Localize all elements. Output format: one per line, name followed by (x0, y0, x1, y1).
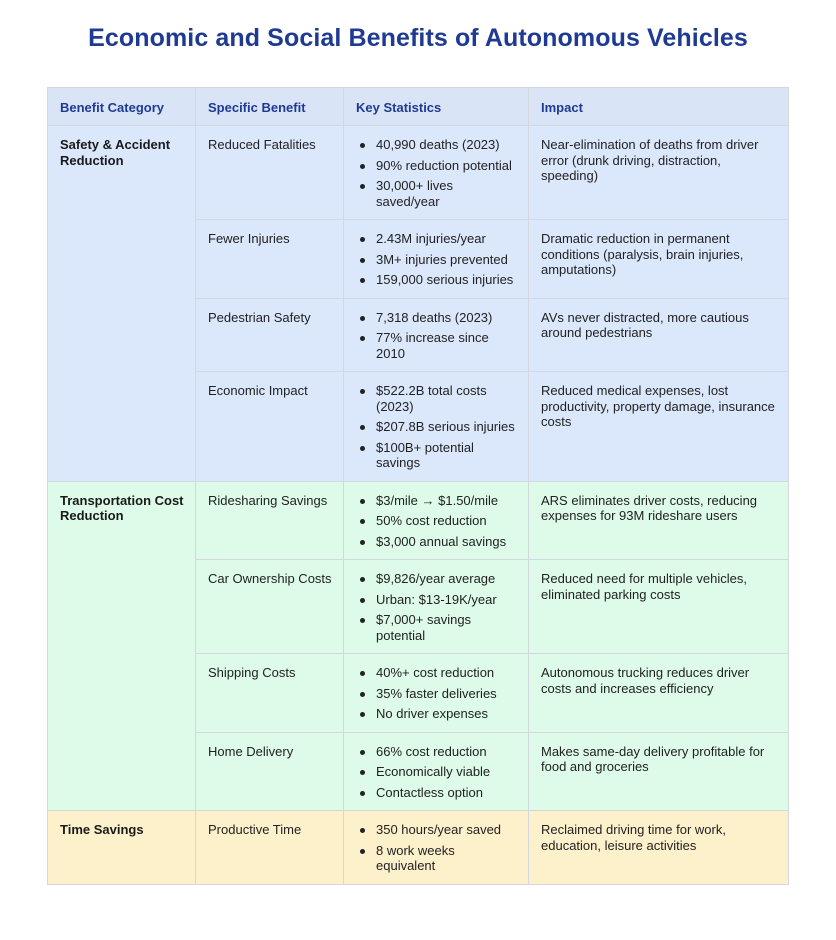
statistics-list (356, 493, 517, 550)
specific-benefit-cell: Productive Time (196, 811, 344, 885)
page-title: Economic and Social Benefits of Autonomous Vehicles (88, 24, 748, 52)
statistic-item: 40,990 deaths (2023) (356, 137, 517, 153)
table-row (48, 126, 789, 220)
statistic-item: 50% cost reduction (356, 513, 517, 529)
key-statistics-cell (344, 732, 529, 811)
specific-benefit-cell: Shipping Costs (196, 654, 344, 733)
statistics-list (356, 310, 517, 362)
benefit-category-cell: Safety & Accident Reduction (48, 126, 196, 482)
header-benefit-category: Benefit Category (48, 88, 196, 126)
statistic-item: 30,000+ lives saved/year (356, 178, 517, 209)
impact-cell: Reclaimed driving time for work, education, leisure activities (529, 811, 789, 885)
statistic-item: $100B+ potential savings (356, 440, 517, 471)
statistic-item: 3M+ injuries prevented (356, 252, 517, 268)
key-statistics-cell (344, 298, 529, 372)
specific-benefit-cell: Car Ownership Costs (196, 560, 344, 654)
header-specific-benefit: Specific Benefit (196, 88, 344, 126)
key-statistics-cell (344, 811, 529, 885)
impact-cell: Dramatic reduction in permanent conditions (paralysis, brain injuries, amputations) (529, 220, 789, 299)
benefit-category-cell: Transportation Cost Reduction (48, 481, 196, 811)
statistics-list (356, 383, 517, 471)
impact-cell: Reduced medical expenses, lost productivity, property damage, insurance costs (529, 372, 789, 482)
specific-benefit-cell: Home Delivery (196, 732, 344, 811)
statistic-item: Economically viable (356, 764, 517, 780)
specific-benefit-cell: Fewer Injuries (196, 220, 344, 299)
statistic-item: Contactless option (356, 785, 517, 801)
statistic-item: 7,318 deaths (2023) (356, 310, 517, 326)
statistic-item: 35% faster deliveries (356, 686, 517, 702)
statistics-list (356, 137, 517, 209)
table-row (48, 481, 789, 560)
key-statistics-cell (344, 126, 529, 220)
statistic-item: No driver expenses (356, 706, 517, 722)
statistics-list (356, 571, 517, 643)
statistic-item: $522.2B total costs (2023) (356, 383, 517, 414)
impact-cell: Reduced need for multiple vehicles, eliminated parking costs (529, 560, 789, 654)
specific-benefit-cell: Ridesharing Savings (196, 481, 344, 560)
specific-benefit-cell: Economic Impact (196, 372, 344, 482)
statistics-list (356, 231, 517, 288)
table-row (48, 811, 789, 885)
statistic-item: 90% reduction potential (356, 158, 517, 174)
statistic-item: 40%+ cost reduction (356, 665, 517, 681)
specific-benefit-cell: Pedestrian Safety (196, 298, 344, 372)
key-statistics-cell (344, 560, 529, 654)
benefits-table (47, 87, 789, 885)
table-body (48, 126, 789, 885)
impact-cell: ARS eliminates driver costs, reducing expenses for 93M rideshare users (529, 481, 789, 560)
statistic-item: 159,000 serious injuries (356, 272, 517, 288)
header-key-statistics: Key Statistics (344, 88, 529, 126)
statistic-item: 66% cost reduction (356, 744, 517, 760)
statistic-item: 8 work weeks equivalent (356, 843, 517, 874)
statistics-list (356, 744, 517, 801)
impact-cell: Makes same-day delivery profitable for food and groceries (529, 732, 789, 811)
statistic-item: $3/mile → $1.50/mile (356, 493, 517, 509)
statistics-list (356, 822, 517, 874)
statistic-item: 77% increase since 2010 (356, 330, 517, 361)
benefit-category-cell: Time Savings (48, 811, 196, 885)
key-statistics-cell (344, 481, 529, 560)
key-statistics-cell (344, 372, 529, 482)
statistic-item: $207.8B serious injuries (356, 419, 517, 435)
specific-benefit-cell: Reduced Fatalities (196, 126, 344, 220)
statistic-item: $3,000 annual savings (356, 534, 517, 550)
statistic-item: 350 hours/year saved (356, 822, 517, 838)
impact-cell: Autonomous trucking reduces driver costs and increases efficiency (529, 654, 789, 733)
statistic-item: $9,826/year average (356, 571, 517, 587)
benefits-table-container (47, 87, 788, 885)
key-statistics-cell (344, 220, 529, 299)
impact-cell: AVs never distracted, more cautious around pedestrians (529, 298, 789, 372)
statistics-list (356, 665, 517, 722)
statistic-item: Urban: $13-19K/year (356, 592, 517, 608)
impact-cell: Near-elimination of deaths from driver error (drunk driving, distraction, speeding) (529, 126, 789, 220)
statistic-item: 2.43M injuries/year (356, 231, 517, 247)
statistic-item: $7,000+ savings potential (356, 612, 517, 643)
header-impact: Impact (529, 88, 789, 126)
key-statistics-cell (344, 654, 529, 733)
table-header-row (48, 88, 789, 126)
